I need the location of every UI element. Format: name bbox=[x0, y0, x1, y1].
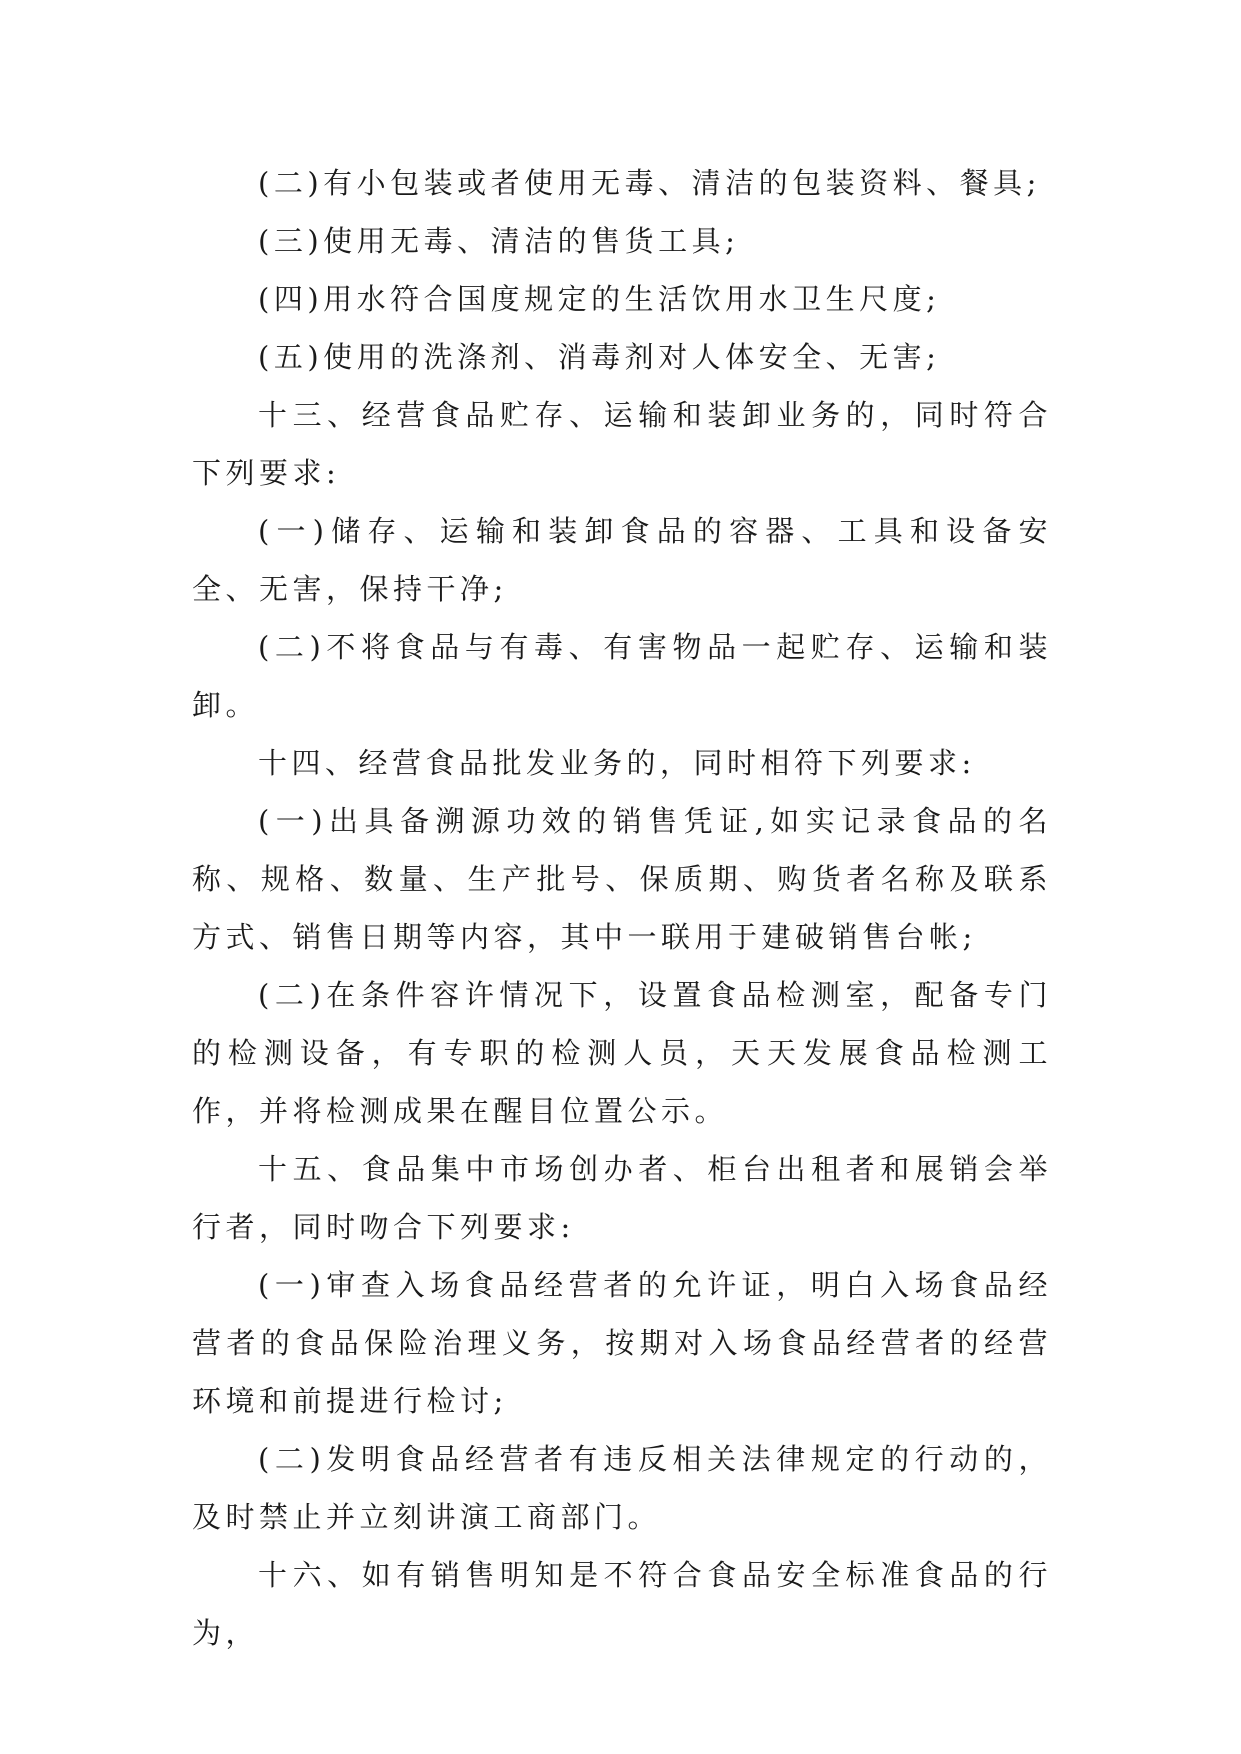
document-body bbox=[192, 154, 1052, 1662]
paragraph: 十五、食品集中市场创办者、柜台出租者和展销会举行者，同时吻合下列要求: bbox=[192, 1152, 1052, 1244]
paragraph: (二)在条件容许情况下，设置食品检测室，配备专门的检测设备，有专职的检测人员，天天发展食品检测工作，并将检测成果在醒目位置公示。 bbox=[192, 978, 1052, 1128]
paragraph: (四)用水符合国度规定的生活饮用水卫生尺度; bbox=[258, 282, 941, 316]
paragraph: 十四、经营食品批发业务的，同时相符下列要求: bbox=[258, 746, 976, 780]
paragraph: (二)不将食品与有毒、有害物品一起贮存、运输和装卸。 bbox=[192, 630, 1052, 722]
paragraph: 十三、经营食品贮存、运输和装卸业务的，同时符合下列要求: bbox=[192, 398, 1052, 490]
paragraph: (三)使用无毒、清洁的售货工具; bbox=[258, 224, 740, 258]
paragraph: 十六、如有销售明知是不符合食品安全标准食品的行为， bbox=[192, 1558, 1052, 1650]
paragraph: (二)发明食品经营者有违反相关法律规定的行动的，及时禁止并立刻讲演工商部门。 bbox=[192, 1442, 1052, 1534]
paragraph: (一)审查入场食品经营者的允许证，明白入场食品经营者的食品保险治理义务，按期对入场食品经营者的经营环境和前提进行检讨; bbox=[192, 1268, 1052, 1418]
paragraph: (二)有小包装或者使用无毒、清洁的包装资料、餐具; bbox=[258, 166, 1041, 200]
paragraph: (一)出具备溯源功效的销售凭证,如实记录食品的名称、规格、数量、生产批号、保质期、购货者名称及联系方式、销售日期等内容，其中一联用于建破销售台帐; bbox=[192, 804, 1052, 954]
paragraph: (一)储存、运输和装卸食品的容器、工具和设备安全、无害，保持干净; bbox=[192, 514, 1052, 606]
paragraph: (五)使用的洗涤剂、消毒剂对人体安全、无害; bbox=[258, 340, 941, 374]
